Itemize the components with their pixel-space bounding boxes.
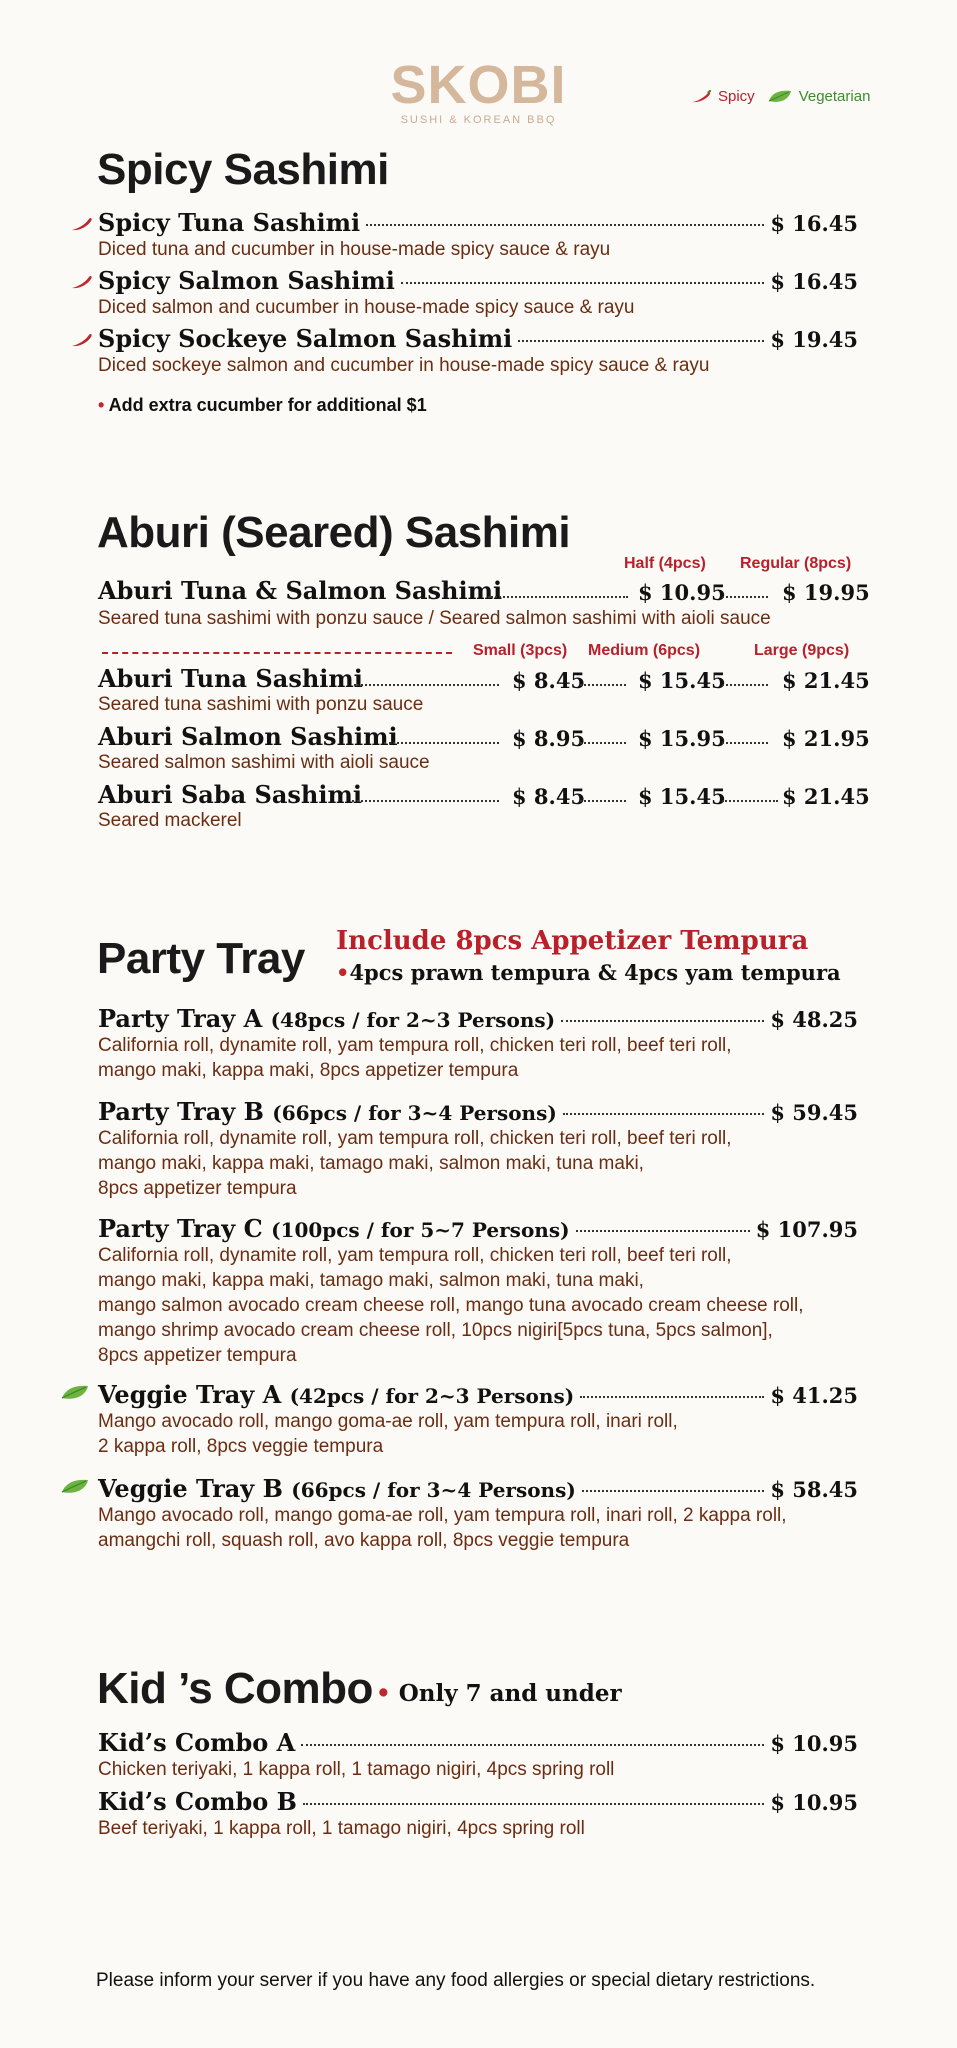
item-name: Kid’s Combo A xyxy=(98,1728,296,1757)
menu-item xyxy=(98,266,858,320)
kids-age-note xyxy=(376,1680,622,1707)
price-half: $ 10.95 xyxy=(638,580,726,605)
leader-dots xyxy=(301,1744,764,1746)
include-title: Include 8pcs Appetizer Tempura xyxy=(336,926,809,956)
item-detail: (48pcs / for 2~3 Persons) xyxy=(270,1008,556,1032)
leader-dots xyxy=(580,742,626,744)
leader-dots xyxy=(384,742,499,744)
leaf-icon xyxy=(60,1384,90,1402)
item-description-line: 2 kappa roll, 8pcs veggie tempura xyxy=(98,1436,384,1457)
item-description-line: 8pcs appetizer tempura xyxy=(98,1345,297,1366)
item-description-line: mango shrimp avocado cream cheese roll, 10pcs nigiri[5pcs tuna, 5pcs salmon], xyxy=(98,1320,773,1341)
item-description: Seared mackerel xyxy=(98,810,242,831)
chili-pepper-icon xyxy=(70,332,94,348)
section-title-aburi: Aburi (Seared) Sashimi xyxy=(97,508,571,557)
leaf-icon xyxy=(767,89,793,105)
leader-dots xyxy=(722,596,768,598)
extra-note xyxy=(98,395,427,416)
item-price: $ 58.45 xyxy=(770,1477,858,1502)
leader-dots xyxy=(561,1020,764,1022)
item-description: Seared tuna sashimi with ponzu sauce / Seared salmon sashimi with aioli sauce xyxy=(98,608,771,629)
item-name xyxy=(98,1097,557,1126)
item-name xyxy=(98,1380,574,1409)
item-description-line: Mango avocado roll, mango goma-ae roll, yam tempura roll, inari roll, 2 kappa roll, xyxy=(98,1505,787,1526)
menu-item xyxy=(98,324,858,378)
item-detail: (66pcs / for 3~4 Persons) xyxy=(272,1101,557,1125)
legend xyxy=(690,88,870,105)
item-description-line: mango salmon avocado cream cheese roll, mango tuna avocado cream cheese roll, xyxy=(98,1295,804,1316)
leader-dots xyxy=(576,1230,750,1232)
menu-item xyxy=(98,1474,858,1553)
item-description-line: mango maki, kappa maki, tamago maki, salmon maki, tuna maki, xyxy=(98,1153,644,1174)
price-regular: $ 19.95 xyxy=(782,580,870,605)
item-name-text: Party Tray C xyxy=(98,1214,263,1243)
item-description: Diced tuna and cucumber in house-made spicy sauce & rayu xyxy=(98,239,611,260)
item-name: Spicy Tuna Sashimi xyxy=(98,208,361,237)
bullet: • xyxy=(376,1680,399,1707)
item-description-line: mango maki, kappa maki, tamago maki, salmon maki, tuna maki, xyxy=(98,1270,644,1291)
column-header-medium: Medium (6pcs) xyxy=(588,642,701,659)
include-subtitle-text: 4pcs prawn tempura & 4pcs yam tempura xyxy=(349,960,841,985)
item-name: Spicy Sockeye Salmon Sashimi xyxy=(98,324,513,353)
chili-pepper-icon xyxy=(690,90,712,104)
column-header-half: Half (4pcs) xyxy=(624,555,706,572)
item-description-line: amangchi roll, squash roll, avo kappa roll, 8pcs veggie tempura xyxy=(98,1530,630,1551)
section-title-spicy-sashimi: Spicy Sashimi xyxy=(97,145,389,194)
item-description-line: 8pcs appetizer tempura xyxy=(98,1178,297,1199)
leader-dots xyxy=(722,684,768,686)
leader-dots xyxy=(582,1490,764,1492)
item-name-text: Party Tray A xyxy=(98,1004,263,1033)
note-text: Add extra cucumber for additional $1 xyxy=(108,395,427,415)
menu-item xyxy=(98,1787,858,1841)
leader-dots xyxy=(580,684,626,686)
menu-item xyxy=(98,1728,858,1782)
item-price: $ 19.45 xyxy=(770,327,858,352)
price-small: $ 8.45 xyxy=(512,668,586,693)
menu-item xyxy=(98,1004,858,1083)
leader-dots xyxy=(580,1396,764,1398)
leader-dots xyxy=(401,282,764,284)
item-description-line: Mango avocado roll, mango goma-ae roll, yam tempura roll, inari roll, xyxy=(98,1411,678,1432)
item-description-line: California roll, dynamite roll, yam tempura roll, chicken teri roll, beef teri roll, xyxy=(98,1128,732,1149)
item-name-text: Party Tray B xyxy=(98,1097,264,1126)
logo-tagline: SUSHI & KOREAN BBQ xyxy=(400,114,557,126)
item-price: $ 16.45 xyxy=(770,211,858,236)
item-description: Diced salmon and cucumber in house-made spicy sauce & rayu xyxy=(98,297,635,318)
item-description: Seared tuna sashimi with ponzu sauce xyxy=(98,694,424,715)
menu-item xyxy=(98,1214,858,1368)
leader-dots xyxy=(488,596,628,598)
leader-dots xyxy=(352,800,499,802)
item-description: Chicken teriyaki, 1 kappa roll, 1 tamago nigiri, 4pcs spring roll xyxy=(98,1759,615,1780)
item-detail: (66pcs / for 3~4 Persons) xyxy=(291,1478,576,1502)
item-description: Beef teriyaki, 1 kappa roll, 1 tamago nigiri, 4pcs spring roll xyxy=(98,1818,585,1839)
chili-pepper-icon xyxy=(70,274,94,290)
item-description: Diced sockeye salmon and cucumber in house-made spicy sauce & rayu xyxy=(98,355,710,376)
item-detail: (42pcs / for 2~3 Persons) xyxy=(289,1384,575,1408)
allergy-footer-note: Please inform your server if you have any food allergies or special dietary restrictions. xyxy=(96,1970,816,1991)
item-price: $ 107.95 xyxy=(755,1217,858,1242)
divider xyxy=(102,652,452,654)
item-name: Aburi Saba Sashimi xyxy=(98,780,363,809)
price-small: $ 8.95 xyxy=(512,726,586,751)
item-name: Aburi Salmon Sashimi xyxy=(98,722,398,751)
price-medium: $ 15.45 xyxy=(638,784,726,809)
section-title-kids-combo: Kid ’s Combo xyxy=(97,1664,373,1713)
leader-dots xyxy=(722,800,778,802)
include-subtitle xyxy=(336,960,841,985)
item-price: $ 41.25 xyxy=(770,1383,858,1408)
leader-dots xyxy=(303,1803,764,1805)
section-title-party-tray: Party Tray xyxy=(97,934,305,983)
price-medium: $ 15.45 xyxy=(638,668,726,693)
leaf-icon xyxy=(60,1478,90,1496)
column-header-regular: Regular (8pcs) xyxy=(740,555,852,572)
leader-dots xyxy=(563,1113,764,1115)
leader-dots xyxy=(518,340,764,342)
bullet: • xyxy=(336,960,350,985)
item-description: Seared salmon sashimi with aioli sauce xyxy=(98,752,430,773)
item-price: $ 48.25 xyxy=(770,1007,858,1032)
item-price: $ 59.45 xyxy=(770,1100,858,1125)
leader-dots xyxy=(354,684,499,686)
item-description-line: mango maki, kappa maki, 8pcs appetizer tempura xyxy=(98,1060,519,1081)
leader-dots xyxy=(722,742,768,744)
chili-pepper-icon xyxy=(70,216,94,232)
item-name: Spicy Salmon Sashimi xyxy=(98,266,395,295)
price-large: $ 21.45 xyxy=(782,784,870,809)
menu-item xyxy=(98,1380,858,1459)
kids-age-note-text: Only 7 and under xyxy=(398,1680,622,1707)
item-price: $ 10.95 xyxy=(770,1790,858,1815)
price-small: $ 8.45 xyxy=(512,784,586,809)
item-detail: (100pcs / for 5~7 Persons) xyxy=(271,1218,570,1242)
item-name: Aburi Tuna Sashimi xyxy=(98,664,363,693)
item-name xyxy=(98,1004,555,1033)
price-large: $ 21.95 xyxy=(782,726,870,751)
item-name: Aburi Tuna & Salmon Sashimi xyxy=(98,576,503,605)
item-name xyxy=(98,1474,576,1503)
leader-dots xyxy=(366,224,764,226)
item-name-text: Veggie Tray B xyxy=(98,1474,283,1503)
menu-item xyxy=(98,208,858,262)
item-name-text: Veggie Tray A xyxy=(98,1380,282,1409)
item-name: Kid’s Combo B xyxy=(98,1787,297,1816)
column-header-large: Large (9pcs) xyxy=(754,642,850,659)
logo-wordmark: SKOBI xyxy=(390,55,567,115)
price-medium: $ 15.95 xyxy=(638,726,726,751)
bullet: • xyxy=(98,395,109,415)
menu-item xyxy=(98,1097,858,1201)
price-large: $ 21.45 xyxy=(782,668,870,693)
item-name xyxy=(98,1214,570,1243)
column-header-small: Small (3pcs) xyxy=(473,642,568,659)
legend-spicy-label: Spicy xyxy=(718,88,755,105)
item-price: $ 10.95 xyxy=(770,1731,858,1756)
item-price: $ 16.45 xyxy=(770,269,858,294)
leader-dots xyxy=(580,800,626,802)
item-description-line: California roll, dynamite roll, yam tempura roll, chicken teri roll, beef teri roll, xyxy=(98,1035,732,1056)
legend-vegetarian-label: Vegetarian xyxy=(798,88,871,105)
item-description-line: California roll, dynamite roll, yam tempura roll, chicken teri roll, beef teri roll, xyxy=(98,1245,732,1266)
